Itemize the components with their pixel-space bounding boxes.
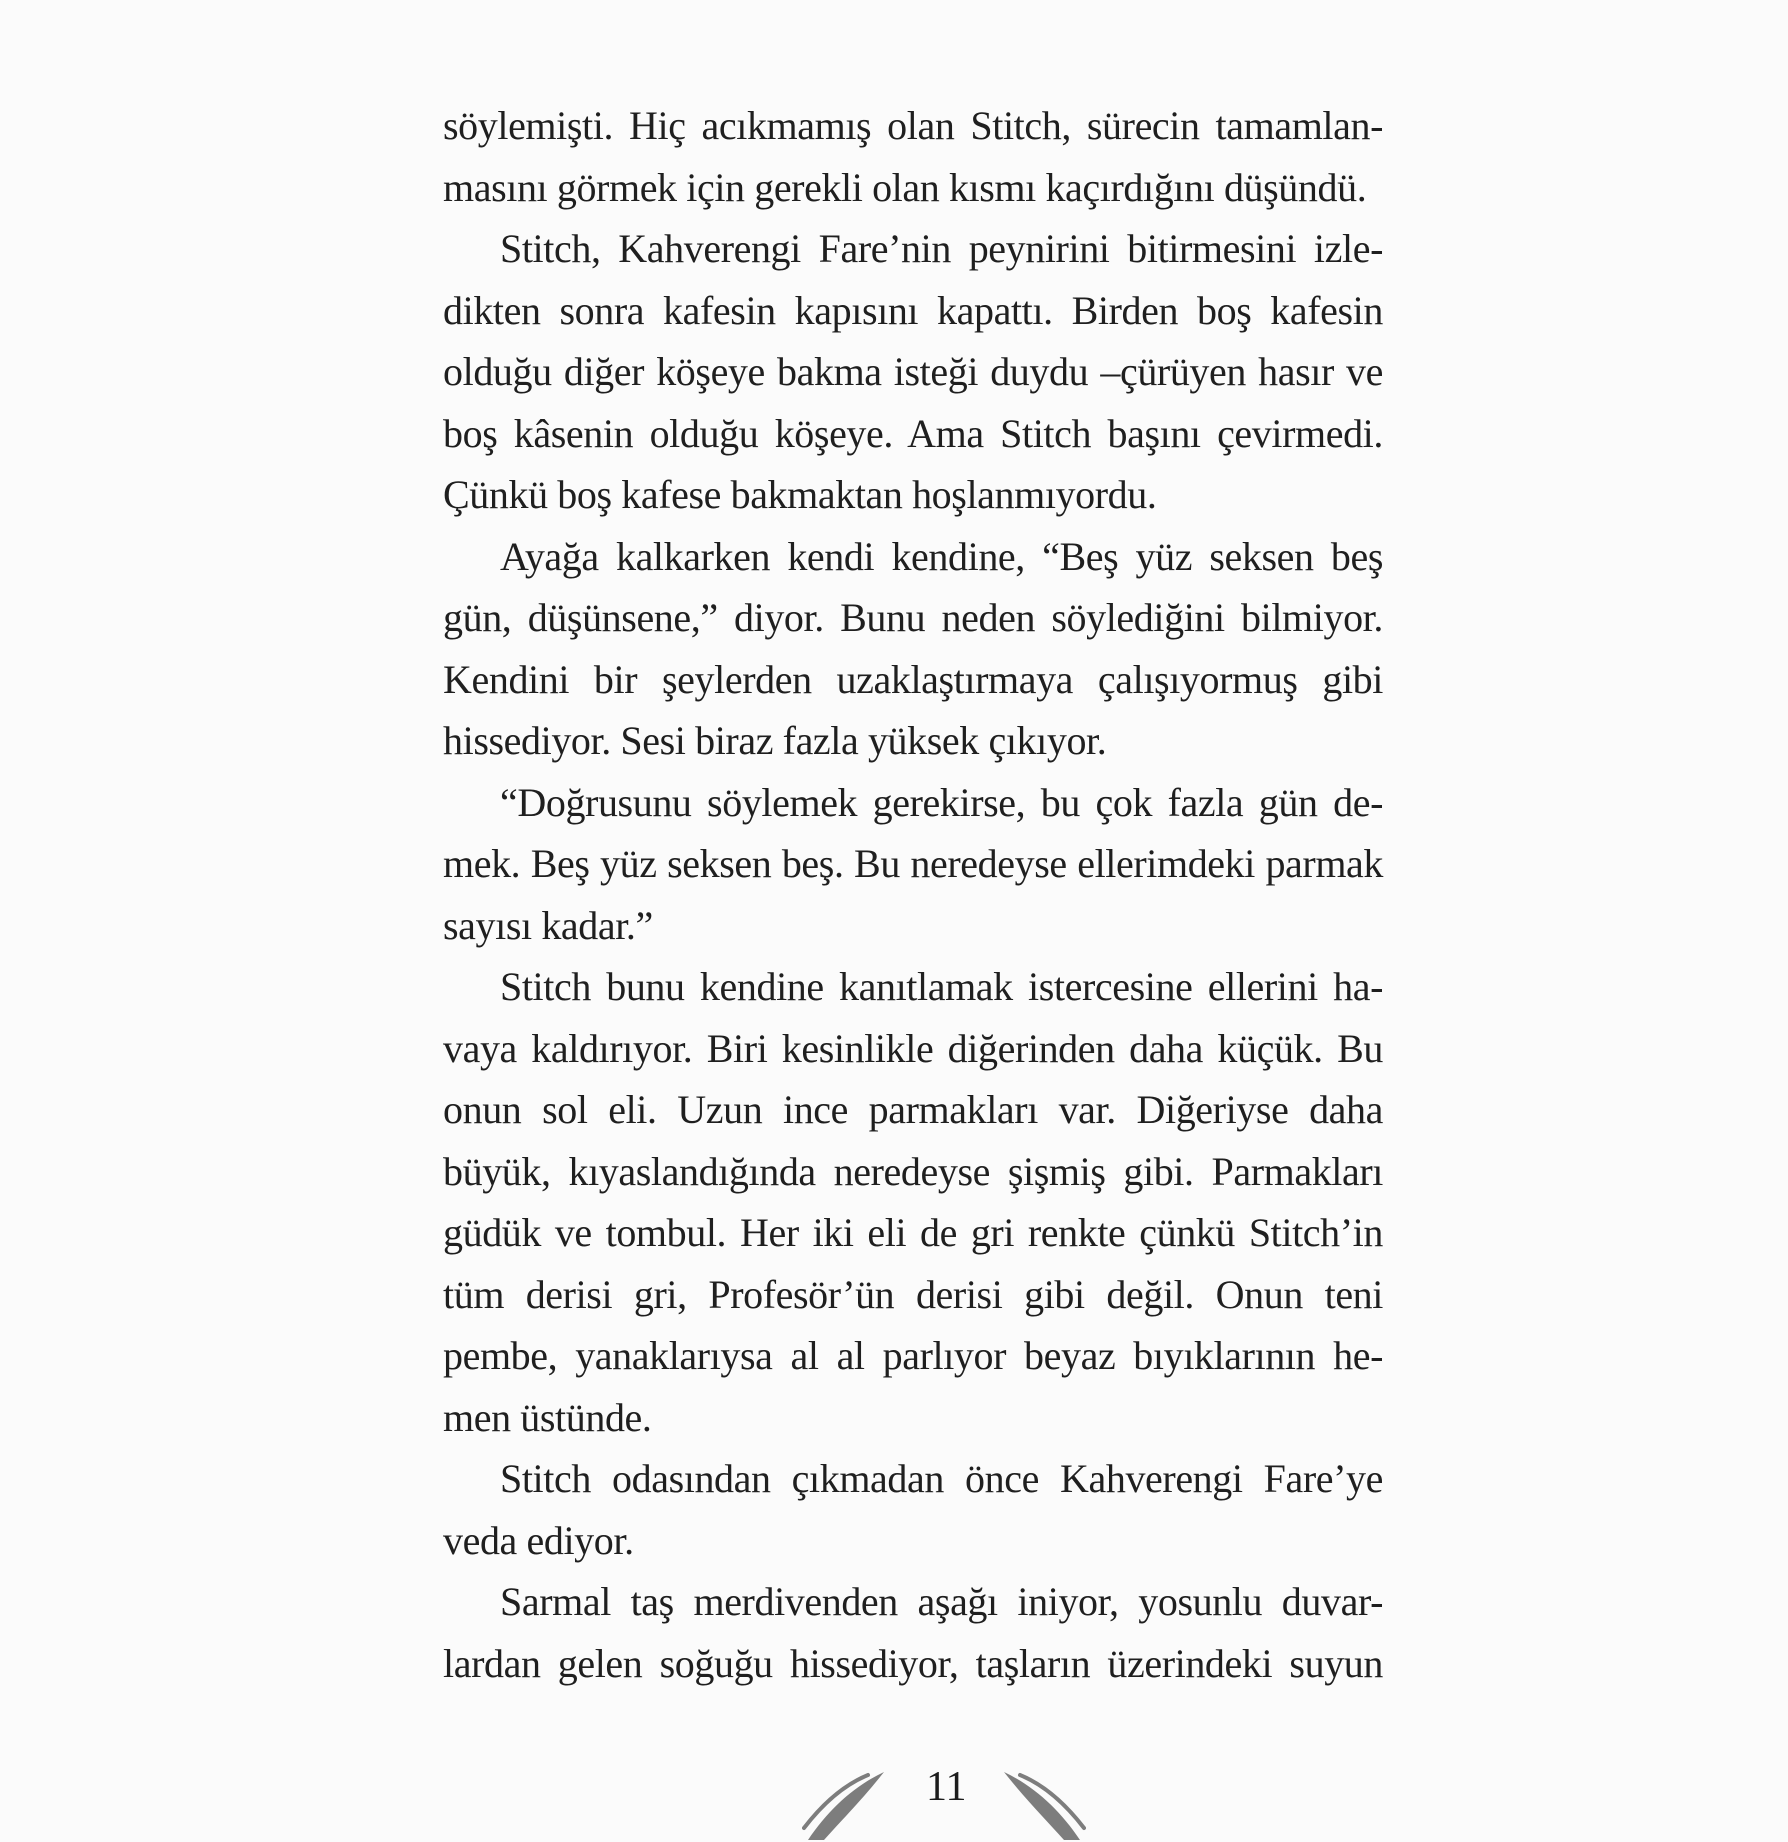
paragraph	[443, 956, 1383, 1448]
text-line: sayısı kadar.”	[443, 902, 653, 948]
text-line: Stitch odasından çıkmadan önce Kahverengi Fare’ye	[500, 1456, 1383, 1501]
text-line: Kendini bir şeylerden uzaklaştırmaya çalışıyormuş gibi	[443, 656, 1383, 702]
text-line: “Doğrusunu söylemek gerekirse, bu çok fazla gün de-	[500, 779, 1383, 825]
laurel-leaf-left-icon	[802, 1770, 886, 1842]
text-line: söylemişti. Hiç acıkmamış olan Stitch, sürecin tamamlan-	[443, 103, 1383, 148]
text-line: men üstünde.	[443, 1394, 652, 1440]
text-line: gün, düşünsene,” diyor. Bunu neden söylediğini bilmiyor.	[443, 595, 1383, 640]
paragraph	[443, 772, 1383, 957]
text-line: veda ediyor.	[443, 1517, 634, 1563]
paragraph	[443, 526, 1383, 772]
text-line: Sarmal taş merdivenden aşağı iniyor, yosunlu duvar-	[500, 1579, 1383, 1624]
text-line: hissediyor. Sesi biraz fazla yüksek çıkıyor.	[443, 718, 1107, 763]
text-line: güdük ve tombul. Her iki eli de gri renkte çünkü Stitch’in	[443, 1210, 1383, 1255]
text-line: mek. Beş yüz seksen beş. Bu neredeyse ellerimdeki parmak	[443, 841, 1383, 886]
page-number: 11	[926, 1764, 967, 1810]
text-line: büyük, kıyaslandığında neredeyse şişmiş gibi. Parmakları	[443, 1148, 1383, 1194]
paragraph	[443, 218, 1383, 526]
text-line: masını görmek için gerekli olan kısmı kaçırdığını düşündü.	[443, 164, 1367, 210]
text-line: Stitch, Kahverengi Fare’nin peynirini bitirmesini izle-	[500, 226, 1383, 271]
text-line: pembe, yanaklarıysa al al parlıyor beyaz bıyıklarının he-	[443, 1333, 1383, 1378]
text-line: tüm derisi gri, Profesör’ün derisi gibi değil. Onun teni	[443, 1271, 1383, 1317]
paragraph	[443, 1448, 1383, 1571]
text-line: boş kâsenin olduğu köşeye. Ama Stitch başını çevirmedi.	[443, 410, 1383, 456]
text-line: Stitch bunu kendine kanıtlamak istercesine ellerini ha-	[500, 964, 1383, 1009]
laurel-leaf-right-icon	[1002, 1770, 1086, 1842]
text-line: lardan gelen soğuğu hissediyor, taşların üzerindeki suyun	[443, 1640, 1383, 1686]
text-line: dikten sonra kafesin kapısını kapattı. Birden boş kafesin	[443, 287, 1383, 333]
paragraph	[443, 95, 1383, 218]
text-line: olduğu diğer köşeye bakma isteği duydu –çürüyen hasır ve	[443, 349, 1383, 394]
text-line: Ayağa kalkarken kendi kendine, “Beş yüz seksen beş	[500, 533, 1383, 579]
page-footer	[802, 1766, 1086, 1842]
text-line: vaya kaldırıyor. Biri kesinlikle diğerinden daha küçük. Bu	[443, 1025, 1383, 1071]
text-line: Çünkü boş kafese bakmaktan hoşlanmıyordu.	[443, 472, 1157, 517]
text-line: onun sol eli. Uzun ince parmakları var. Diğeriyse daha	[443, 1087, 1383, 1132]
text-block	[443, 95, 1383, 1694]
paragraph	[443, 1571, 1383, 1694]
